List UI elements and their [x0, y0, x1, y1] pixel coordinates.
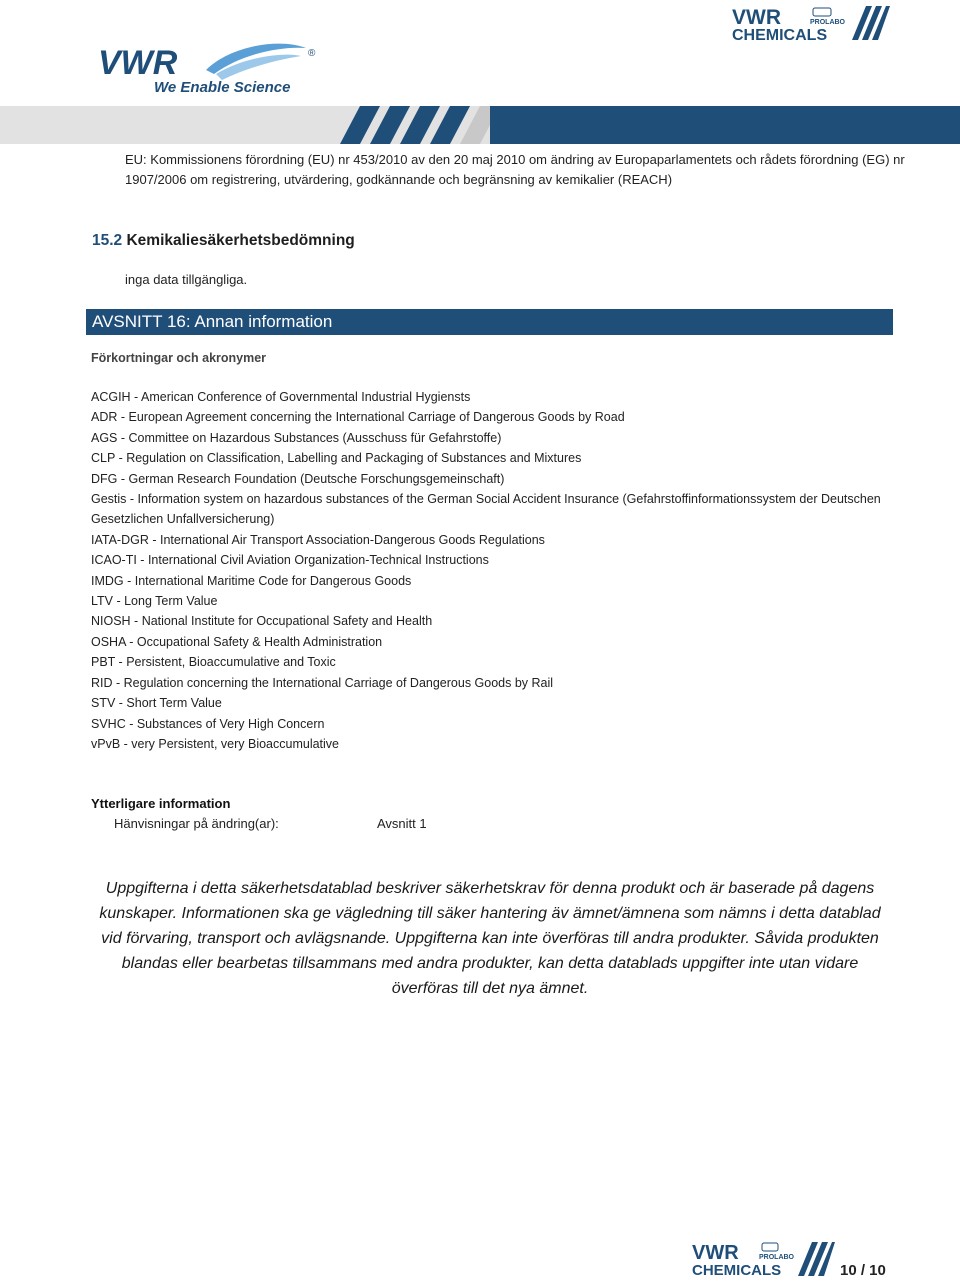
vwr-logo-text: VWR [98, 44, 178, 82]
list-item: PBT - Persistent, Bioaccumulative and Toxic [91, 655, 336, 670]
page-number: 10 / 10 [840, 1262, 886, 1279]
section-16-header-bar [86, 309, 893, 335]
section-16-title: AVSNITT 16: Annan information [92, 312, 333, 331]
svg-text:PROLABO: PROLABO [759, 1254, 794, 1261]
list-item: IMDG - International Maritime Code for Dangerous Goods [91, 573, 412, 588]
svg-text:VWR: VWR [732, 6, 781, 29]
references-label: Hänvisningar på ändring(ar): [114, 816, 279, 831]
list-item: IATA-DGR - International Air Transport Association-Dangerous Goods Regulations [91, 532, 545, 547]
list-item: ACGIH - American Conference of Governmental Industrial Hygiensts [91, 390, 471, 404]
list-item: STV - Short Term Value [91, 696, 222, 711]
vwr-logo [96, 40, 326, 98]
svg-text:CHEMICALS: CHEMICALS [692, 1262, 782, 1278]
svg-text:VWR: VWR [692, 1242, 739, 1264]
list-item: DFG - German Research Foundation (Deutsche Forschungsgemeinschaft) [91, 471, 505, 486]
list-item: RID - Regulation concerning the International Carriage of Dangerous Goods by Rail [91, 675, 554, 690]
list-item: NIOSH - National Institute for Occupational Safety and Health [91, 614, 433, 629]
list-item: CLP - Regulation on Classification, Labelling and Packaging of Substances and Mixtures [91, 451, 582, 466]
svg-text:®: ® [308, 48, 316, 59]
abbreviations-list [91, 387, 891, 754]
vwr-tagline: We Enable Science [154, 79, 291, 96]
regulation-text: EU: Kommissionens förordning (EU) nr 453/2010 av den 20 maj 2010 om ändring av Europaparlamentets och rådets förordning (EG) nr 1907/2006 om registrering, utvärdering, godkännande och begränsning av kemikalier (REACH) [125, 152, 905, 187]
references-value: Avsnitt 1 [377, 816, 427, 831]
list-item: OSHA - Occupational Safety & Health Administration [91, 634, 383, 649]
header-stripes-graphic [330, 106, 960, 144]
disclaimer-text: Uppgifterna i detta säkerhetsdatablad beskriver säkerhetskrav för denna produkt och är baserade på dagens kunskaper. Informationen ska ge vägledning till säker hantering äv ämnet/ämnena som nämns i detta datablad vid förvaring, transport och avlägsnande. Uppgifterna kan inte överföras till andra produkter. Såvida produkten blandas eller bearbetas tillsammans med andra produkter, kan detta datablads uppgifter inte utan vidare överföras till det nya ämnet. [99, 880, 881, 997]
svg-text:CHEMICALS: CHEMICALS [732, 27, 828, 44]
list-item: Gestis - Information system on hazardous substances of the German Social Accident Insurance (Gefahrstoffinformationssystem der Deutschen Gesetzlichen Unfallversicherung) [91, 492, 881, 527]
list-item: ICAO-TI - International Civil Aviation Organization-Technical Instructions [91, 553, 489, 568]
list-item: SVHC - Substances of Very High Concern [91, 716, 325, 731]
section-15-2-heading [92, 232, 355, 250]
vwr-chemicals-footer-logo [690, 1240, 835, 1278]
abbreviations-heading: Förkortningar och akronymer [91, 351, 267, 365]
list-item: LTV - Long Term Value [91, 594, 218, 609]
further-info-heading: Ytterligare information [91, 796, 231, 811]
section-title: Kemikaliesäkerhetsbedömning [126, 232, 355, 249]
vwr-chemicals-logo [730, 4, 890, 44]
list-item: ADR - European Agreement concerning the International Carriage of Dangerous Goods by Road [91, 410, 625, 425]
section-15-2-text: inga data tillgängliga. [125, 272, 248, 287]
section-number: 15.2 [92, 232, 123, 249]
list-item: vPvB - very Persistent, very Bioaccumulative [91, 736, 339, 751]
list-item: AGS - Committee on Hazardous Substances (Ausschuss für Gefahrstoffe) [91, 430, 502, 445]
svg-text:PROLABO: PROLABO [810, 19, 845, 26]
